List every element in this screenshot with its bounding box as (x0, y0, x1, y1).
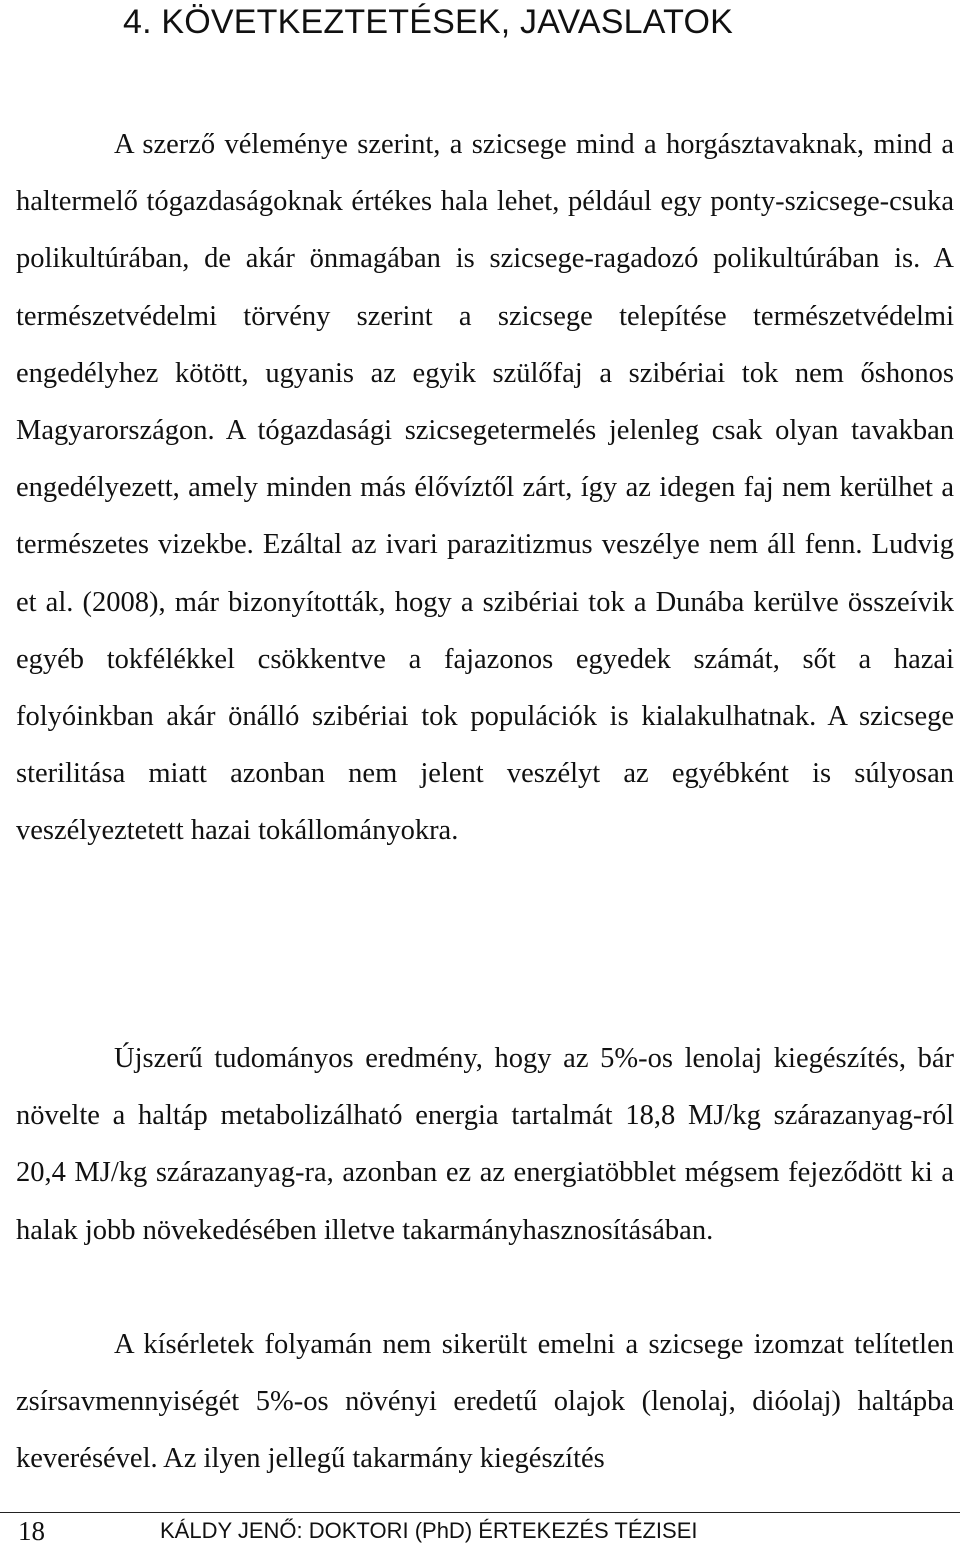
section-heading: 4. KÖVETKEZTETÉSEK, JAVASLATOK (123, 3, 733, 41)
paragraph-linseed-result: Újszerű tudományos eredmény, hogy az 5%-os lenolaj kiegészítés, bár növelte a haltáp metabolizálható energia tartalmát 18,8 MJ/kg szárazanyag-ról 20,4 MJ/kg szárazanyag-ra, azonban ez az energiatöbblet mégsem fejeződött ki a halak jobb növekedésében illetve takarmányhasznosításában. (16, 1043, 954, 1246)
page-number: 18 (18, 1516, 45, 1546)
footer-title: KÁLDY JENŐ: DOKTORI (PhD) ÉRTEKEZÉS TÉZISEI (160, 1518, 698, 1543)
paragraph-conclusions: A szerző véleménye szerint, a szicsege mind a horgásztavaknak, mind a haltermelő tógazdaságoknak értékes hala lehet, például egy ponty-szicsege-csuka polikultúrában, de akár önmagában is szicsege-ragadozó polikultúrában is. A természetvédelmi törvény szerint a szicsege telepítése természetvédelmi engedélyhez kötött, ugyanis az egyik szülőfaj a szibériai tok nem őshonos Magyarországon. A tógazdasági szicsegetermelés jelenleg csak olyan tavakban engedélyezett, amely minden más élővíztől zárt, így az idegen faj nem kerülhet a természetes vizekbe. Ezáltal az ivari parazitizmus veszélye nem áll fenn. Ludvig et al. (2008), már bizonyították, hogy a szibériai tok a Dunába kerülve összeívik egyéb tokfélékkel csökkentve a fajazonos egyedek számát, sőt a hazai folyóinkban akár önálló szibériai tok populációk is kialakulhatnak. A szicsege sterilitása miatt azonban nem jelent veszélyt az egyébként is súlyosan veszélyeztetett hazai tokállományokra. (16, 129, 954, 847)
footer-divider (0, 1512, 960, 1513)
paragraph-fatty-acids: A kísérletek folyamán nem sikerült emelni a szicsege izomzat telítetlen zsírsavmennyiségét 5%-os növényi eredetű olajok (lenolaj, dióolaj) haltápba keverésével. Az ilyen jellegű takarmány kiegészítés (16, 1329, 954, 1475)
